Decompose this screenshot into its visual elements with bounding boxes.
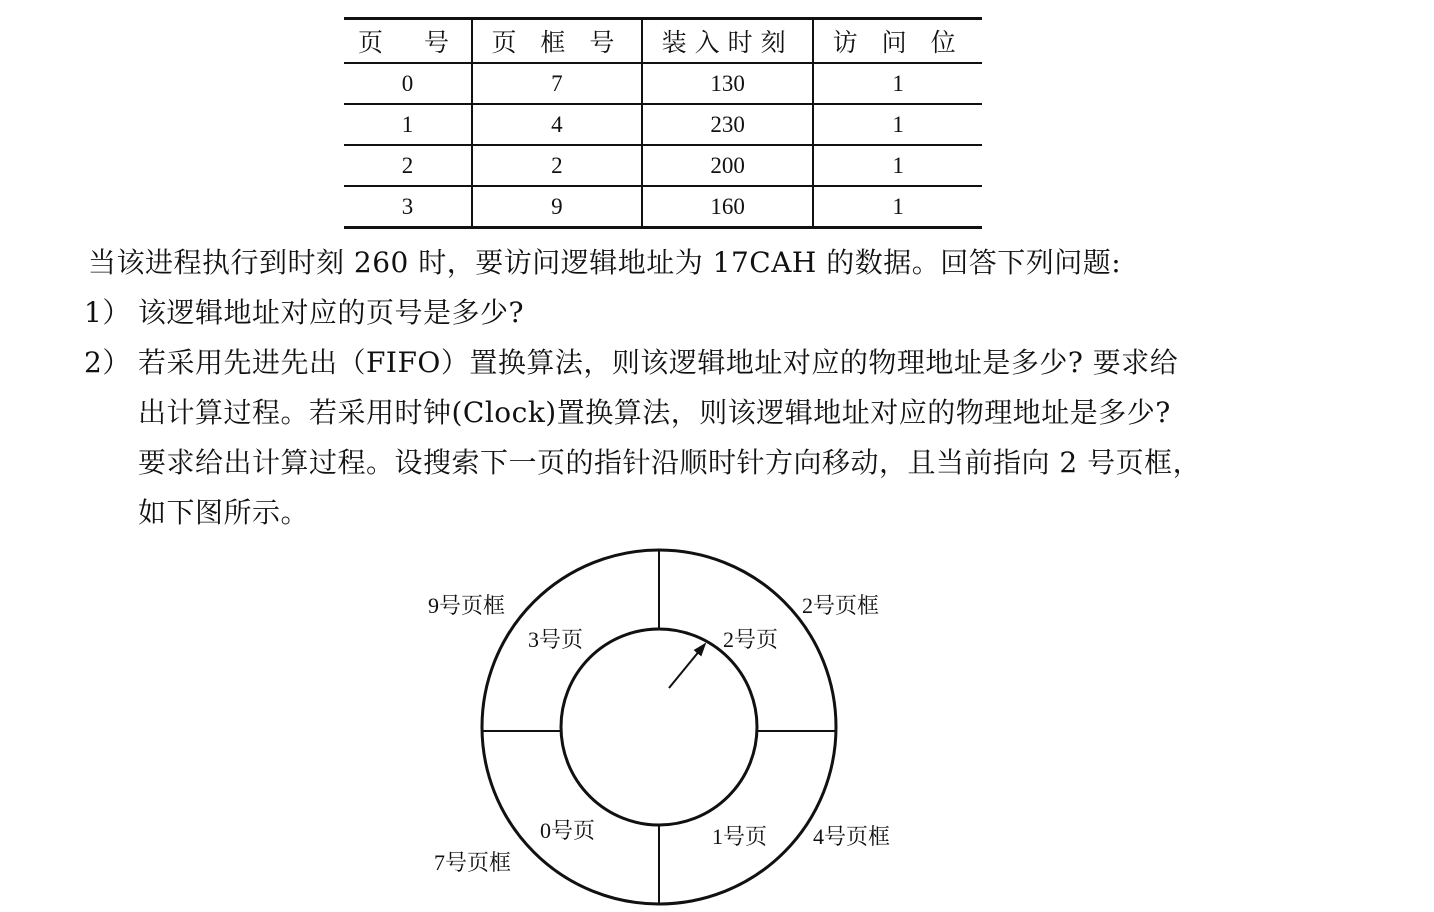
question-text-line-3: 要求给出计算过程。设搜索下一页的指针沿顺时针方向移动，且当前指向 2 号页框，	[138, 446, 1202, 479]
question-number: 1）	[84, 296, 131, 329]
cell-load-time: 200	[642, 145, 813, 186]
intro-paragraph: 当该进程执行到时刻 260 时，要访问逻辑地址为 17CAH 的数据。回答下列问题:	[88, 246, 1122, 279]
cell-frame: 4	[472, 104, 642, 145]
question-text: 该逻辑地址对应的页号是多少?	[138, 296, 525, 329]
cell-frame: 7	[472, 63, 642, 104]
cell-page: 3	[344, 186, 472, 228]
cell-load-time: 230	[642, 104, 813, 145]
question-text-line-4: 如下图所示。	[138, 496, 310, 529]
cell-page: 1	[344, 104, 472, 145]
page-label-2: 2号页	[723, 627, 779, 652]
header-load-time: 装入时刻	[642, 19, 813, 64]
clock-pointer-arrow	[669, 644, 705, 688]
question-number: 2）	[84, 346, 131, 379]
cell-access-bit: 1	[813, 186, 982, 228]
cell-page: 2	[344, 145, 472, 186]
question-text-line-2: 出计算过程。若采用时钟(Clock)置换算法，则该逻辑地址对应的物理地址是多少?	[138, 396, 1171, 429]
frame-label-2: 2号页框	[802, 593, 880, 618]
page-label-3: 3号页	[528, 627, 584, 652]
frame-label-9: 9号页框	[428, 593, 506, 618]
header-page-number: 页 号	[344, 19, 472, 64]
cell-load-time: 160	[642, 186, 813, 228]
frame-label-4: 4号页框	[813, 824, 891, 849]
cell-access-bit: 1	[813, 145, 982, 186]
cell-access-bit: 1	[813, 104, 982, 145]
header-frame-number: 页 框 号	[472, 19, 642, 64]
frame-label-7: 7号页框	[434, 850, 512, 875]
cell-access-bit: 1	[813, 63, 982, 104]
inner-ring	[561, 629, 757, 825]
page-label-1: 1号页	[712, 824, 768, 849]
cell-load-time: 130	[642, 63, 813, 104]
cell-frame: 9	[472, 186, 642, 228]
cell-frame: 2	[472, 145, 642, 186]
question-text-line-1: 若采用先进先出（FIFO）置换算法，则该逻辑地址对应的物理地址是多少? 要求给	[138, 346, 1179, 379]
page-label-0: 0号页	[540, 818, 596, 843]
header-access-bit: 访 问 位	[813, 19, 982, 64]
cell-page: 0	[344, 63, 472, 104]
